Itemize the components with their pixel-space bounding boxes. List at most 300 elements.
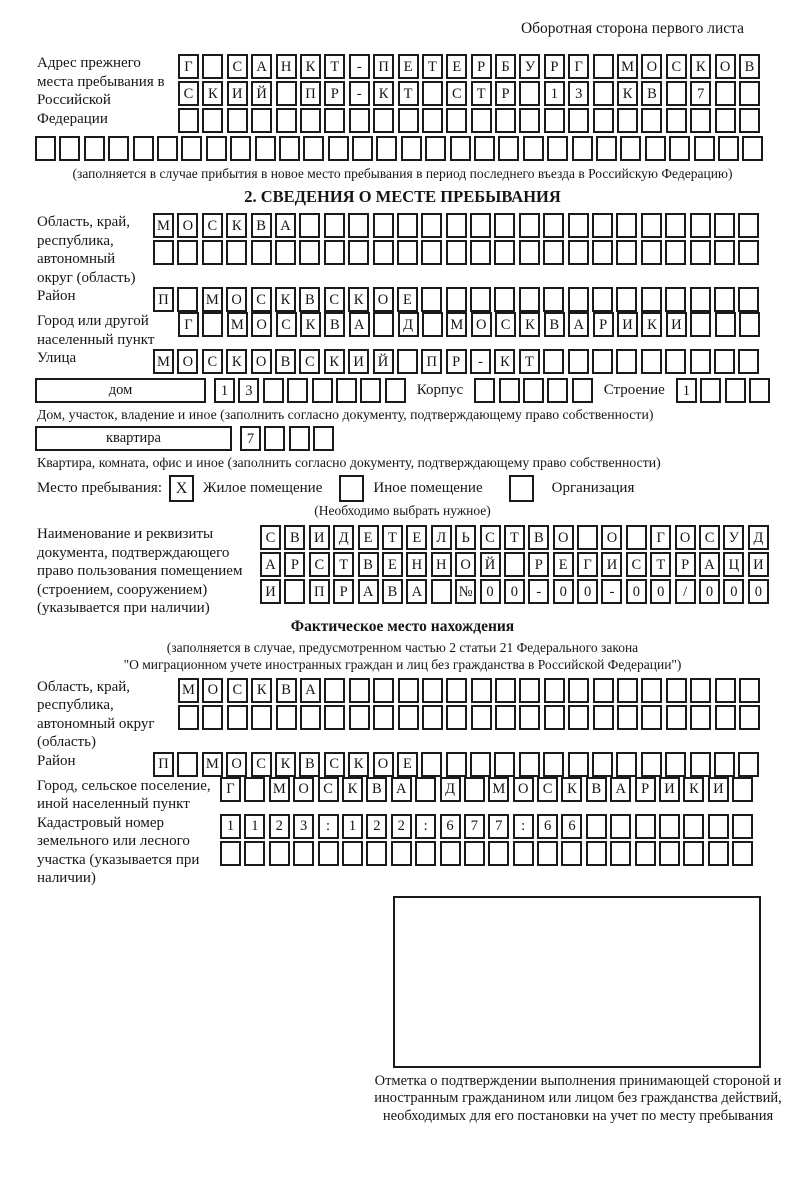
char-cell	[269, 841, 290, 866]
char-cell: А	[300, 678, 321, 703]
char-cell: 7	[240, 426, 261, 451]
char-cell: С	[480, 525, 501, 550]
char-cell	[255, 136, 276, 161]
char-cell	[626, 525, 647, 550]
stay-type-row	[35, 475, 770, 502]
char-cell	[421, 213, 442, 238]
char-cell: Е	[446, 54, 467, 79]
char-cell	[616, 287, 637, 312]
char-cell: К	[373, 81, 394, 106]
char-cell: Е	[397, 752, 418, 777]
char-cell	[513, 841, 534, 866]
char-cell	[666, 108, 687, 133]
char-cell: 7	[488, 814, 509, 839]
char-cell	[133, 136, 154, 161]
char-cell: В	[284, 525, 305, 550]
char-cell	[474, 136, 495, 161]
char-cell	[659, 814, 680, 839]
char-cell: К	[561, 777, 582, 802]
char-cell: А	[349, 312, 370, 337]
char-cell: О	[293, 777, 314, 802]
char-cell: Й	[480, 552, 501, 577]
char-cell	[543, 287, 564, 312]
actual-oblast-grid	[178, 678, 760, 730]
stay-type-note: (Необходимо выбрать нужное)	[314, 503, 491, 518]
char-cell: К	[275, 752, 296, 777]
char-cell	[690, 705, 711, 730]
oblast-label: Область, край, республика, автономный округ (область)	[37, 214, 136, 286]
char-cell	[178, 108, 199, 133]
char-cell	[349, 705, 370, 730]
char-cell	[366, 841, 387, 866]
char-cell	[276, 81, 297, 106]
char-cell	[446, 213, 467, 238]
char-cell: Р	[324, 81, 345, 106]
kadastr-row-2	[220, 841, 753, 866]
char-cell: 1	[342, 814, 363, 839]
char-cell: Г	[178, 54, 199, 79]
char-cell	[471, 678, 492, 703]
char-cell	[742, 136, 763, 161]
char-cell: И	[666, 312, 687, 337]
char-cell: 3	[238, 378, 259, 403]
char-cell	[398, 678, 419, 703]
char-cell: Д	[398, 312, 419, 337]
char-cell: П	[300, 81, 321, 106]
actual-raion-label: Район	[37, 752, 76, 769]
char-cell	[620, 136, 641, 161]
char-cell	[543, 752, 564, 777]
document-row-1	[260, 525, 769, 550]
char-cell	[336, 378, 357, 403]
prev-address-row-3	[178, 108, 760, 133]
char-cell: Т	[519, 349, 540, 374]
char-cell: Ц	[723, 552, 744, 577]
char-cell: В	[324, 312, 345, 337]
char-cell	[519, 287, 540, 312]
char-cell	[714, 213, 735, 238]
char-cell: Е	[358, 525, 379, 550]
stay-type-label: Место пребывания:	[37, 480, 162, 496]
char-cell: Р	[495, 81, 516, 106]
char-cell	[714, 287, 735, 312]
char-cell: С	[324, 287, 345, 312]
checkbox-organizatsiya	[509, 475, 534, 502]
char-cell: №	[455, 579, 476, 604]
char-cell: М	[227, 312, 248, 337]
char-cell: И	[227, 81, 248, 106]
char-cell	[641, 678, 662, 703]
char-cell: Т	[382, 525, 403, 550]
char-cell	[544, 705, 565, 730]
char-cell: А	[391, 777, 412, 802]
char-cell: П	[153, 752, 174, 777]
char-cell: А	[406, 579, 427, 604]
char-cell: С	[666, 54, 687, 79]
char-cell	[59, 136, 80, 161]
char-cell	[446, 752, 467, 777]
actual-raion-row	[153, 752, 759, 777]
char-cell: В	[299, 752, 320, 777]
char-cell: В	[275, 349, 296, 374]
char-cell: 6	[537, 814, 558, 839]
char-cell: Ь	[455, 525, 476, 550]
char-cell	[202, 312, 223, 337]
char-cell	[738, 213, 759, 238]
char-cell: Т	[324, 54, 345, 79]
char-cell	[289, 426, 310, 451]
char-cell: 1	[676, 378, 697, 403]
char-cell: А	[260, 552, 281, 577]
char-cell	[749, 378, 770, 403]
dom-row	[35, 378, 770, 403]
char-cell: М	[202, 752, 223, 777]
char-cell: С	[178, 81, 199, 106]
char-cell: С	[446, 81, 467, 106]
char-cell	[373, 312, 394, 337]
char-cell: К	[342, 777, 363, 802]
char-cell	[299, 213, 320, 238]
char-cell: Р	[471, 54, 492, 79]
char-cell: И	[348, 349, 369, 374]
char-cell	[568, 349, 589, 374]
char-cell	[446, 705, 467, 730]
char-cell: М	[153, 213, 174, 238]
char-cell	[694, 136, 715, 161]
char-cell	[568, 752, 589, 777]
char-cell	[244, 841, 265, 866]
kvartira-label-box: квартира	[35, 426, 232, 451]
char-cell	[422, 312, 443, 337]
dom-caption: Дом, участок, владение и иное (заполнить согласно документу, подтверждающему право собственности)	[37, 407, 654, 422]
char-cell	[299, 240, 320, 265]
char-cell: С	[251, 287, 272, 312]
char-cell	[324, 678, 345, 703]
char-cell	[690, 213, 711, 238]
char-cell	[592, 752, 613, 777]
char-cell: 1	[544, 81, 565, 106]
char-cell: 7	[464, 814, 485, 839]
char-cell	[230, 136, 251, 161]
char-cell	[397, 349, 418, 374]
char-cell: -	[349, 54, 370, 79]
char-cell	[592, 213, 613, 238]
option-inoe-pomeshchenie: Иное помещение	[373, 480, 483, 496]
char-cell	[318, 841, 339, 866]
char-cell: О	[177, 349, 198, 374]
char-cell	[715, 81, 736, 106]
char-cell	[683, 814, 704, 839]
char-cell	[108, 136, 129, 161]
actual-oblast-row-1	[178, 678, 760, 703]
char-cell	[635, 841, 656, 866]
char-cell: К	[690, 54, 711, 79]
char-cell	[714, 240, 735, 265]
char-cell	[700, 378, 721, 403]
char-cell	[373, 108, 394, 133]
actual-oblast-block	[35, 678, 770, 752]
char-cell	[488, 841, 509, 866]
prev-address-row-2	[178, 81, 760, 106]
char-cell: С	[227, 54, 248, 79]
kadastr-grid	[220, 814, 753, 866]
back-side-note: Оборотная сторона первого листа	[520, 20, 744, 37]
char-cell	[708, 841, 729, 866]
korpus-cells	[474, 378, 593, 403]
char-cell	[665, 213, 686, 238]
char-cell: О	[471, 312, 492, 337]
char-cell	[385, 378, 406, 403]
char-cell	[263, 378, 284, 403]
char-cell: Е	[406, 525, 427, 550]
char-cell: С	[202, 213, 223, 238]
char-cell	[641, 240, 662, 265]
char-cell: К	[683, 777, 704, 802]
char-cell: С	[318, 777, 339, 802]
char-cell: 7	[690, 81, 711, 106]
char-cell	[202, 705, 223, 730]
char-cell	[376, 136, 397, 161]
kvartira-row	[35, 426, 770, 451]
char-cell	[303, 136, 324, 161]
char-cell	[401, 136, 422, 161]
char-cell	[349, 678, 370, 703]
char-cell: Г	[650, 525, 671, 550]
checkbox-inoe-pomeshchenie	[339, 475, 364, 502]
actual-gorod-label: Город, сельское поселение, иной населенный пункт	[37, 777, 211, 812]
char-cell	[342, 841, 363, 866]
char-cell: Т	[398, 81, 419, 106]
char-cell	[739, 678, 760, 703]
char-cell: П	[373, 54, 394, 79]
char-cell	[690, 108, 711, 133]
char-cell	[732, 841, 753, 866]
char-cell	[543, 213, 564, 238]
char-cell: 0	[699, 579, 720, 604]
char-cell: В	[276, 678, 297, 703]
char-cell	[312, 378, 333, 403]
char-cell	[568, 240, 589, 265]
prev-address-label: Адрес прежнего места пребывания в Российской Федерации	[37, 55, 165, 127]
char-cell	[635, 814, 656, 839]
char-cell	[592, 287, 613, 312]
char-cell	[431, 579, 452, 604]
char-cell	[617, 678, 638, 703]
char-cell	[450, 136, 471, 161]
char-cell	[659, 841, 680, 866]
char-cell	[313, 426, 334, 451]
char-cell: С	[699, 525, 720, 550]
char-cell	[251, 705, 272, 730]
char-cell	[586, 841, 607, 866]
char-cell	[446, 240, 467, 265]
char-cell: В	[586, 777, 607, 802]
char-cell: Г	[220, 777, 241, 802]
char-cell	[324, 213, 345, 238]
char-cell	[568, 287, 589, 312]
char-cell	[616, 213, 637, 238]
char-cell: К	[519, 312, 540, 337]
char-cell: А	[699, 552, 720, 577]
char-cell	[425, 136, 446, 161]
char-cell	[226, 240, 247, 265]
char-cell: Н	[276, 54, 297, 79]
char-cell: Т	[422, 54, 443, 79]
char-cell: В	[251, 213, 272, 238]
char-cell	[715, 312, 736, 337]
char-cell	[275, 240, 296, 265]
char-cell: :	[513, 814, 534, 839]
char-cell: Р	[284, 552, 305, 577]
char-cell: 0	[626, 579, 647, 604]
document-grid	[260, 525, 769, 604]
char-cell: -	[601, 579, 622, 604]
char-cell	[641, 705, 662, 730]
char-cell: Р	[544, 54, 565, 79]
char-cell: 1	[244, 814, 265, 839]
char-cell: :	[318, 814, 339, 839]
char-cell: И	[260, 579, 281, 604]
char-cell	[202, 240, 223, 265]
char-cell	[227, 108, 248, 133]
char-cell	[665, 240, 686, 265]
char-cell: В	[544, 312, 565, 337]
char-cell	[739, 81, 760, 106]
char-cell	[464, 841, 485, 866]
char-cell	[715, 705, 736, 730]
prev-address-row-1	[178, 54, 760, 79]
char-cell: 0	[577, 579, 598, 604]
char-cell	[665, 752, 686, 777]
char-cell	[715, 108, 736, 133]
char-cell	[690, 752, 711, 777]
char-cell	[519, 81, 540, 106]
char-cell	[519, 213, 540, 238]
char-cell	[276, 705, 297, 730]
char-cell	[471, 705, 492, 730]
char-cell	[177, 752, 198, 777]
char-cell	[251, 240, 272, 265]
char-cell: О	[675, 525, 696, 550]
gorod-label: Город или другой населенный пункт	[37, 313, 155, 348]
char-cell	[519, 705, 540, 730]
char-cell	[738, 287, 759, 312]
char-cell: Е	[397, 287, 418, 312]
char-cell: Н	[431, 552, 452, 577]
char-cell: Т	[504, 525, 525, 550]
kadastr-label: Кадастровый номер земельного или лесного участка (указывается при наличии)	[37, 814, 200, 886]
char-cell	[714, 349, 735, 374]
dom-label-box: дом	[35, 378, 206, 403]
char-cell	[324, 705, 345, 730]
char-cell	[499, 378, 520, 403]
char-cell	[470, 240, 491, 265]
char-cell	[547, 378, 568, 403]
char-cell	[202, 108, 223, 133]
char-cell: И	[708, 777, 729, 802]
char-cell: П	[421, 349, 442, 374]
char-cell: Е	[398, 54, 419, 79]
char-cell	[738, 752, 759, 777]
char-cell	[244, 777, 265, 802]
char-cell	[690, 678, 711, 703]
char-cell: 0	[480, 579, 501, 604]
char-cell	[293, 841, 314, 866]
char-cell: Т	[471, 81, 492, 106]
gorod-row	[178, 312, 760, 337]
char-cell: С	[202, 349, 223, 374]
checkbox-zhiloe-pomeshchenie: X	[169, 475, 194, 502]
char-cell	[641, 213, 662, 238]
char-cell: Д	[440, 777, 461, 802]
char-cell	[494, 213, 515, 238]
option-organizatsiya: Организация	[551, 480, 635, 496]
char-cell	[495, 678, 516, 703]
kadastr-block	[35, 814, 770, 888]
char-cell: О	[455, 552, 476, 577]
char-cell	[422, 705, 443, 730]
char-cell	[568, 678, 589, 703]
char-cell	[641, 108, 662, 133]
char-cell: 2	[391, 814, 412, 839]
char-cell	[739, 705, 760, 730]
prev-address-grid	[178, 54, 760, 133]
dom-cells	[214, 378, 406, 403]
char-cell: С	[260, 525, 281, 550]
char-cell: 3	[568, 81, 589, 106]
char-cell	[725, 378, 746, 403]
char-cell	[422, 108, 443, 133]
stroenie-label: Строение	[603, 382, 665, 398]
char-cell	[683, 841, 704, 866]
actual-raion-block	[35, 752, 770, 777]
char-cell	[178, 705, 199, 730]
char-cell: К	[641, 312, 662, 337]
raion-block	[35, 287, 770, 312]
char-cell	[593, 705, 614, 730]
char-cell	[666, 81, 687, 106]
char-cell	[543, 349, 564, 374]
char-cell	[348, 213, 369, 238]
char-cell: М	[488, 777, 509, 802]
char-cell: Р	[593, 312, 614, 337]
char-cell: С	[251, 752, 272, 777]
char-cell: О	[251, 312, 272, 337]
char-cell: В	[366, 777, 387, 802]
char-cell	[84, 136, 105, 161]
char-cell: Б	[495, 54, 516, 79]
char-cell: К	[617, 81, 638, 106]
char-cell	[616, 349, 637, 374]
char-cell: Г	[568, 54, 589, 79]
oblast-block	[35, 213, 770, 287]
char-cell: М	[202, 287, 223, 312]
char-cell	[422, 81, 443, 106]
char-cell	[264, 426, 285, 451]
char-cell: К	[494, 349, 515, 374]
char-cell	[177, 240, 198, 265]
char-cell: К	[202, 81, 223, 106]
char-cell: Е	[553, 552, 574, 577]
korpus-label: Корпус	[416, 382, 464, 398]
char-cell: 3	[293, 814, 314, 839]
char-cell	[446, 287, 467, 312]
char-cell	[470, 287, 491, 312]
char-cell: О	[601, 525, 622, 550]
char-cell: К	[251, 678, 272, 703]
oblast-row-2	[153, 240, 759, 265]
prev-address-row-4	[35, 136, 770, 161]
